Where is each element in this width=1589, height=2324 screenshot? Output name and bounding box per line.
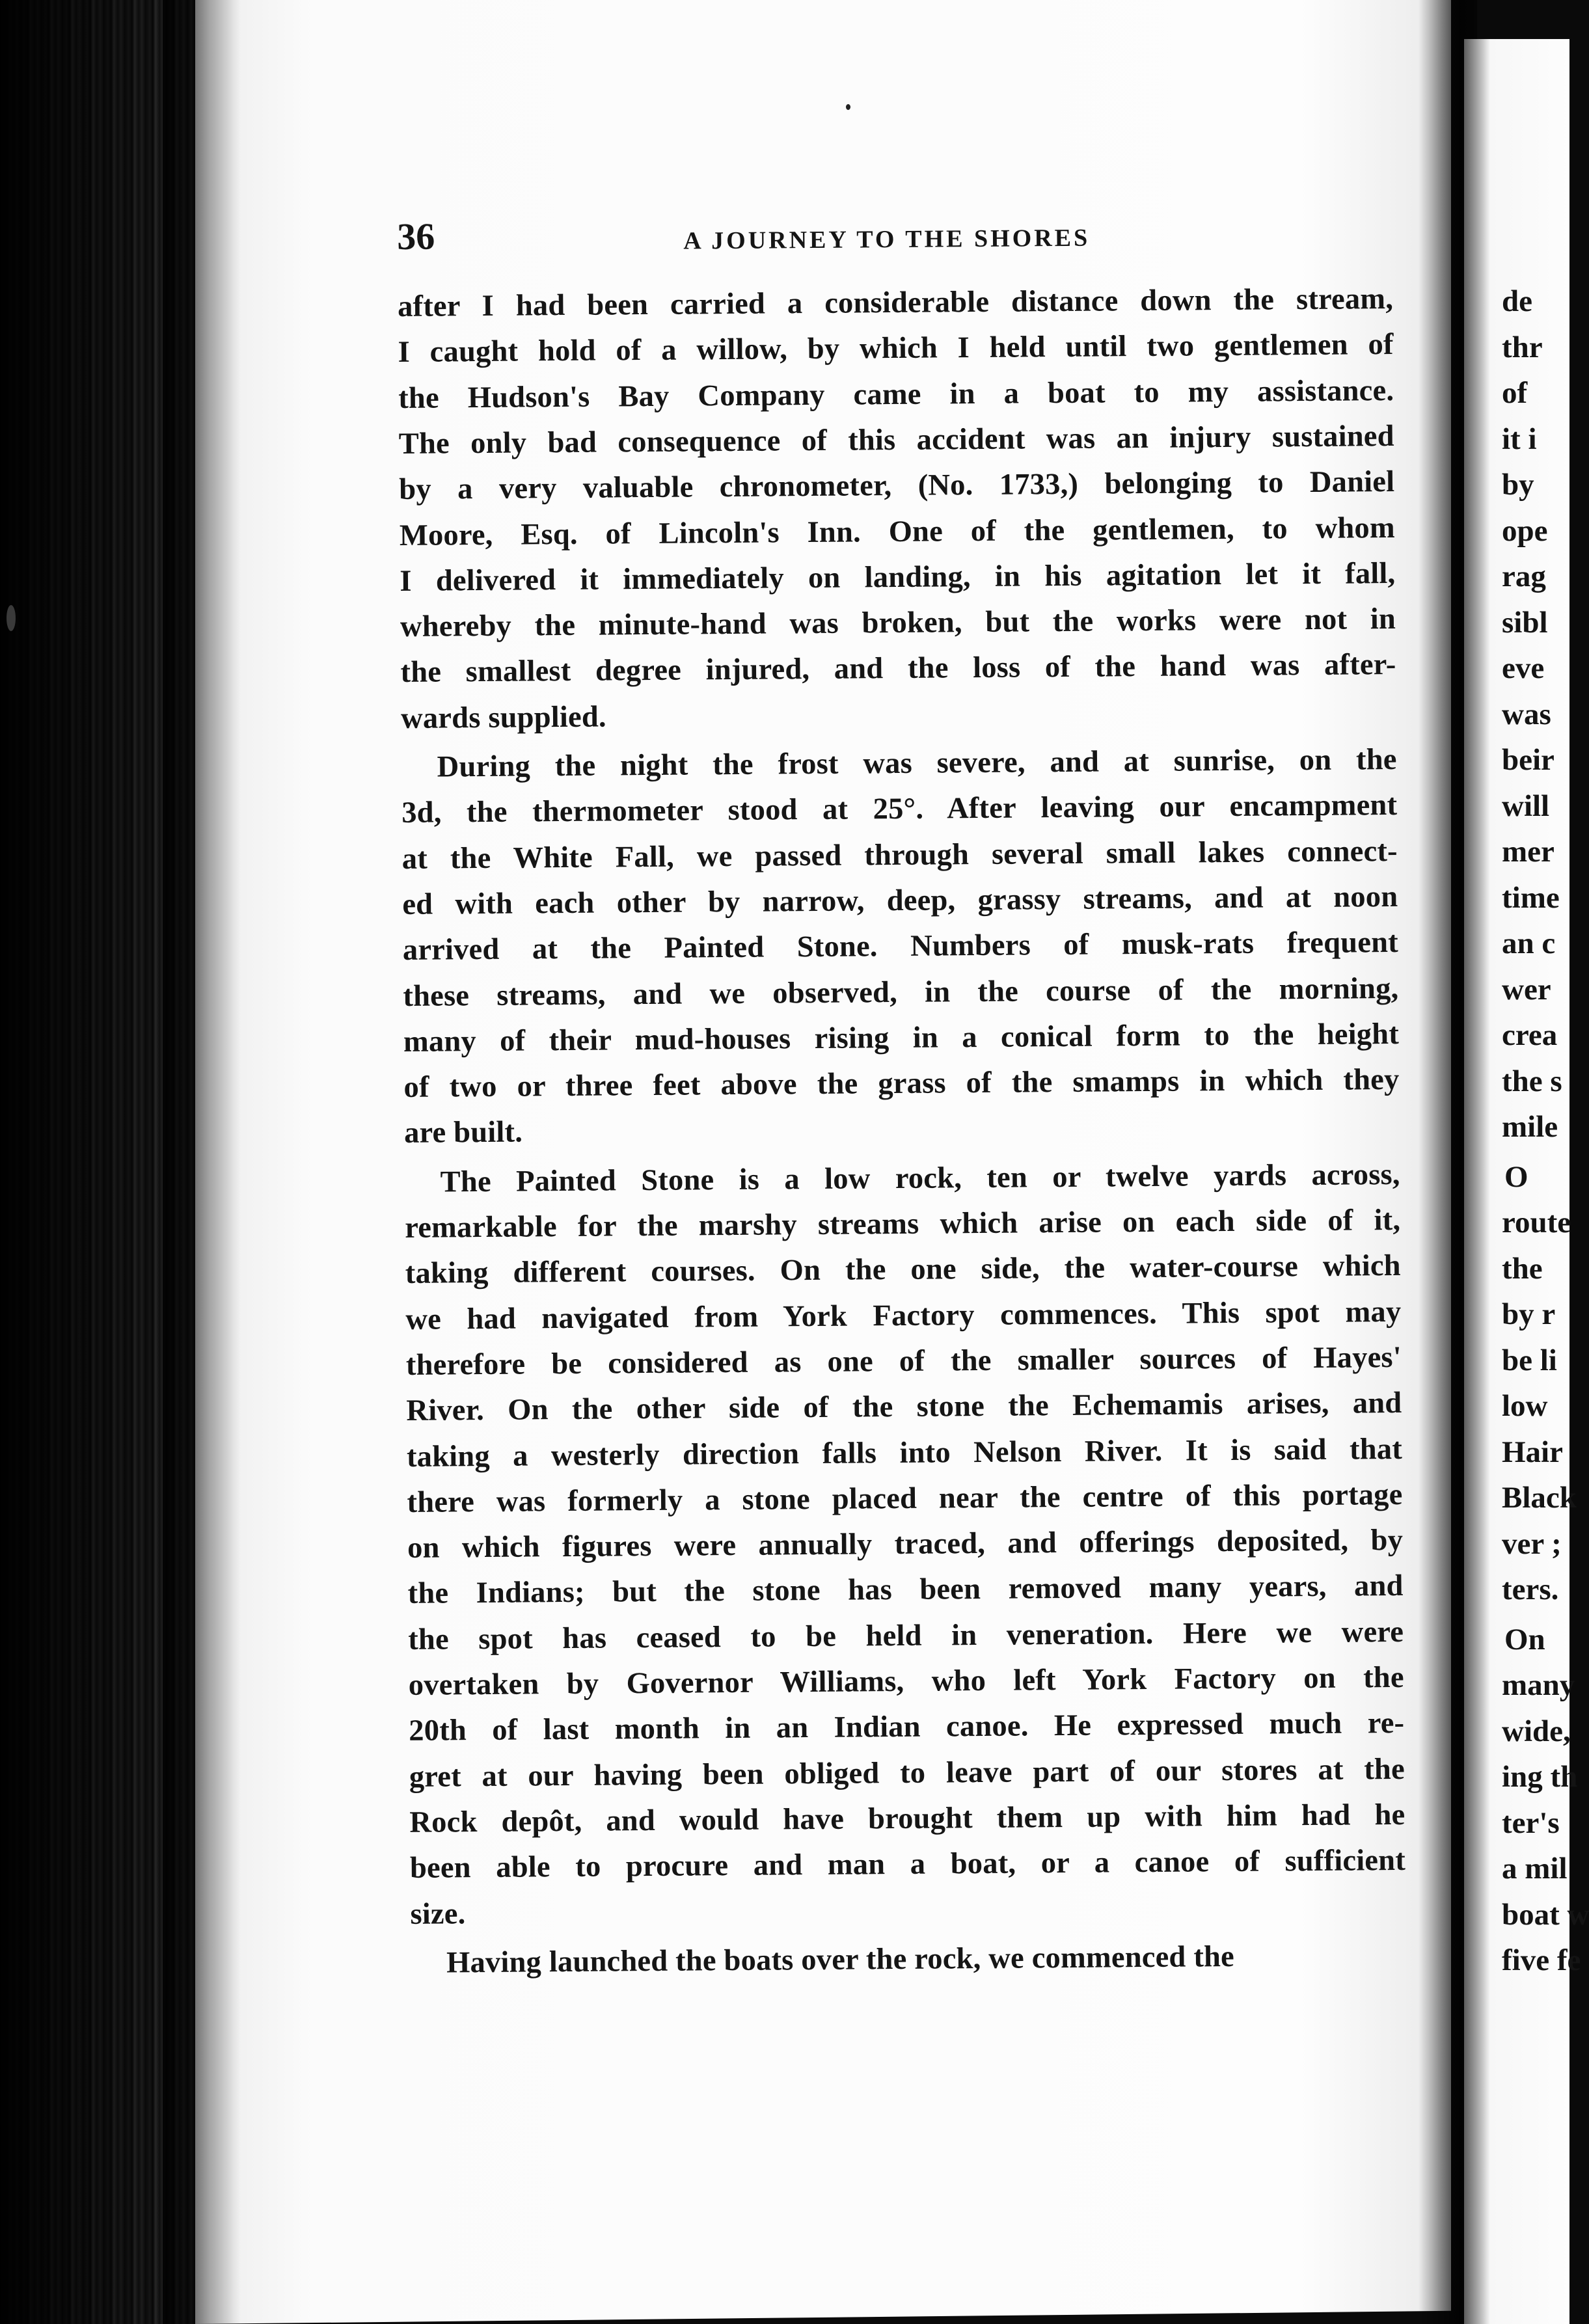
next-page-fragment: an c: [1502, 926, 1556, 960]
next-page-fragment: ter's: [1502, 1805, 1560, 1840]
next-page-fragment: O: [1504, 1159, 1528, 1194]
next-page-fragment: de: [1502, 284, 1532, 318]
text-line: arrived at the Painted Stone. Numbers of musk-rats frequent: [402, 926, 1399, 967]
next-page-shade: [1464, 39, 1490, 2324]
next-page-fragment: time: [1502, 880, 1560, 915]
next-page-fragment: rag: [1502, 560, 1546, 593]
text-line: many of their mud-houses rising in a conical form to the height: [403, 1017, 1400, 1059]
page-number: 36: [397, 215, 435, 258]
text-line: are built.: [403, 1115, 523, 1150]
text-line: of two or three feet above the grass of the smamps in which they: [403, 1063, 1400, 1105]
next-page-fragment: mile: [1502, 1110, 1558, 1144]
binding-mark: [7, 605, 16, 631]
next-page-fragment: by r: [1502, 1297, 1556, 1331]
text-line: at the White Fall, we passed through several small lakes connect-: [401, 834, 1398, 876]
text-line: Having launched the boats over the rock, we commenced the: [446, 1939, 1235, 1980]
next-page-fragment: will: [1502, 789, 1550, 823]
next-page-fragment: beir: [1502, 743, 1555, 777]
next-page-fragment: be li: [1502, 1343, 1557, 1377]
text-line: these streams, and we observed, in the course of the morning,: [403, 971, 1399, 1013]
text-line: whereby the minute-hand was broken, but the works were not in: [400, 602, 1396, 644]
text-line: we had navigated from York Factory commences. This spot may: [405, 1295, 1402, 1336]
text-line: gret at our having been obliged to leave part of our stores at the: [409, 1752, 1406, 1794]
text-line: remarkable for the marshy streams which arise on each side of it,: [405, 1203, 1401, 1245]
next-page-fragment: the: [1502, 1251, 1543, 1286]
next-page-fragment: thr: [1502, 330, 1543, 364]
next-page-fragment: ing th: [1502, 1760, 1578, 1794]
text-line: after I had been carried a considerable distance down the stream,: [397, 282, 1394, 323]
text-line: overtaken by Governor Williams, who left York Factory on the: [408, 1660, 1404, 1702]
text-line: wards supplied.: [400, 700, 606, 735]
gutter-shadow: [163, 0, 241, 2324]
text-line: The only bad consequence of this accident was an injury sustained: [398, 419, 1394, 461]
text-line: on which figures were annually traced, and offerings deposited, by: [407, 1524, 1404, 1565]
text-line: taking a westerly direction falls into Nelson River. It is said that: [406, 1432, 1403, 1474]
next-page-fragment: ver ;: [1502, 1526, 1562, 1561]
next-page-fragment: crea: [1502, 1018, 1558, 1052]
next-page-fragment: was: [1502, 697, 1551, 731]
next-page-fragment: of: [1502, 376, 1528, 410]
text-line: The Painted Stone is a low rock, ten or twelve yards across,: [440, 1157, 1400, 1199]
next-page-fragment: a mil: [1502, 1852, 1568, 1885]
next-page-fragment: On: [1504, 1622, 1545, 1656]
text-line: the Hudson's Bay Company came in a boat to my assistance.: [398, 373, 1394, 415]
text-line: 20th of last month in an Indian canoe. He expressed much re-: [409, 1707, 1405, 1748]
text-line: I delivered it immediately on landing, in his agitation let it fall,: [400, 556, 1396, 598]
text-line: Rock depôt, and would have brought them up with him had he: [409, 1798, 1406, 1839]
next-page-fragment: Hair: [1502, 1435, 1563, 1469]
next-page-fragment: wide,: [1502, 1714, 1571, 1748]
next-page-fragment: five fe: [1502, 1943, 1581, 1977]
text-line: the Indians; but the stone has been removed many years, and: [407, 1569, 1404, 1611]
next-page-fragment: ope: [1502, 513, 1548, 548]
text-line: there was formerly a stone placed near the centre of this portage: [407, 1478, 1403, 1519]
text-line: I caught hold of a willow, by which I held until two gentlemen of: [398, 328, 1394, 370]
text-line: 3d, the thermometer stood at 25°. After leaving our encampment: [401, 789, 1398, 830]
next-page-fragment: Black: [1502, 1481, 1577, 1515]
next-page-fragment: eve: [1502, 651, 1545, 685]
next-page-fragment: by: [1502, 468, 1534, 502]
next-page-fragment: the s: [1502, 1064, 1562, 1098]
text-line: the smallest degree injured, and the loss of the hand was after-: [400, 648, 1396, 690]
next-page-fragment: ters.: [1502, 1573, 1559, 1606]
text-line: by a very valuable chronometer, (No. 1733,) belonging to Daniel: [399, 465, 1395, 507]
next-page-fragment: wer: [1502, 972, 1551, 1007]
text-line: During the night the frost was severe, and at sunrise, on the: [437, 742, 1397, 784]
running-head: A JOURNEY TO THE SHORES: [683, 224, 1091, 255]
next-page-fragment: many: [1502, 1668, 1575, 1702]
text-line: the spot has ceased to be held in veneration. Here we were: [408, 1615, 1404, 1656]
next-page-fragment: it i: [1502, 422, 1537, 456]
next-page-fragment: low: [1502, 1389, 1548, 1423]
text-line: been able to procure and man a boat, or a canoe of sufficient: [409, 1844, 1406, 1885]
text-line: River. On the other side of the stone the Echemamis arises, and: [406, 1386, 1402, 1428]
text-line: ed with each other by narrow, deep, grassy streams, and at noon: [402, 880, 1398, 921]
next-page-fragment: route: [1502, 1206, 1571, 1239]
text-line: Moore, Esq. of Lincoln's Inn. One of the gentlemen, to whom: [399, 511, 1396, 552]
text-line: size.: [410, 1897, 466, 1931]
text-line: therefore be considered as one of the smaller sources of Hayes': [405, 1340, 1402, 1382]
next-page-fragment: boat w: [1502, 1897, 1589, 1932]
print-speck: [846, 104, 850, 110]
next-page-fragment: mer: [1502, 835, 1555, 869]
text-line: taking different courses. On the one side, the water-course which: [405, 1249, 1401, 1291]
next-page-fragment: sibl: [1502, 605, 1548, 640]
